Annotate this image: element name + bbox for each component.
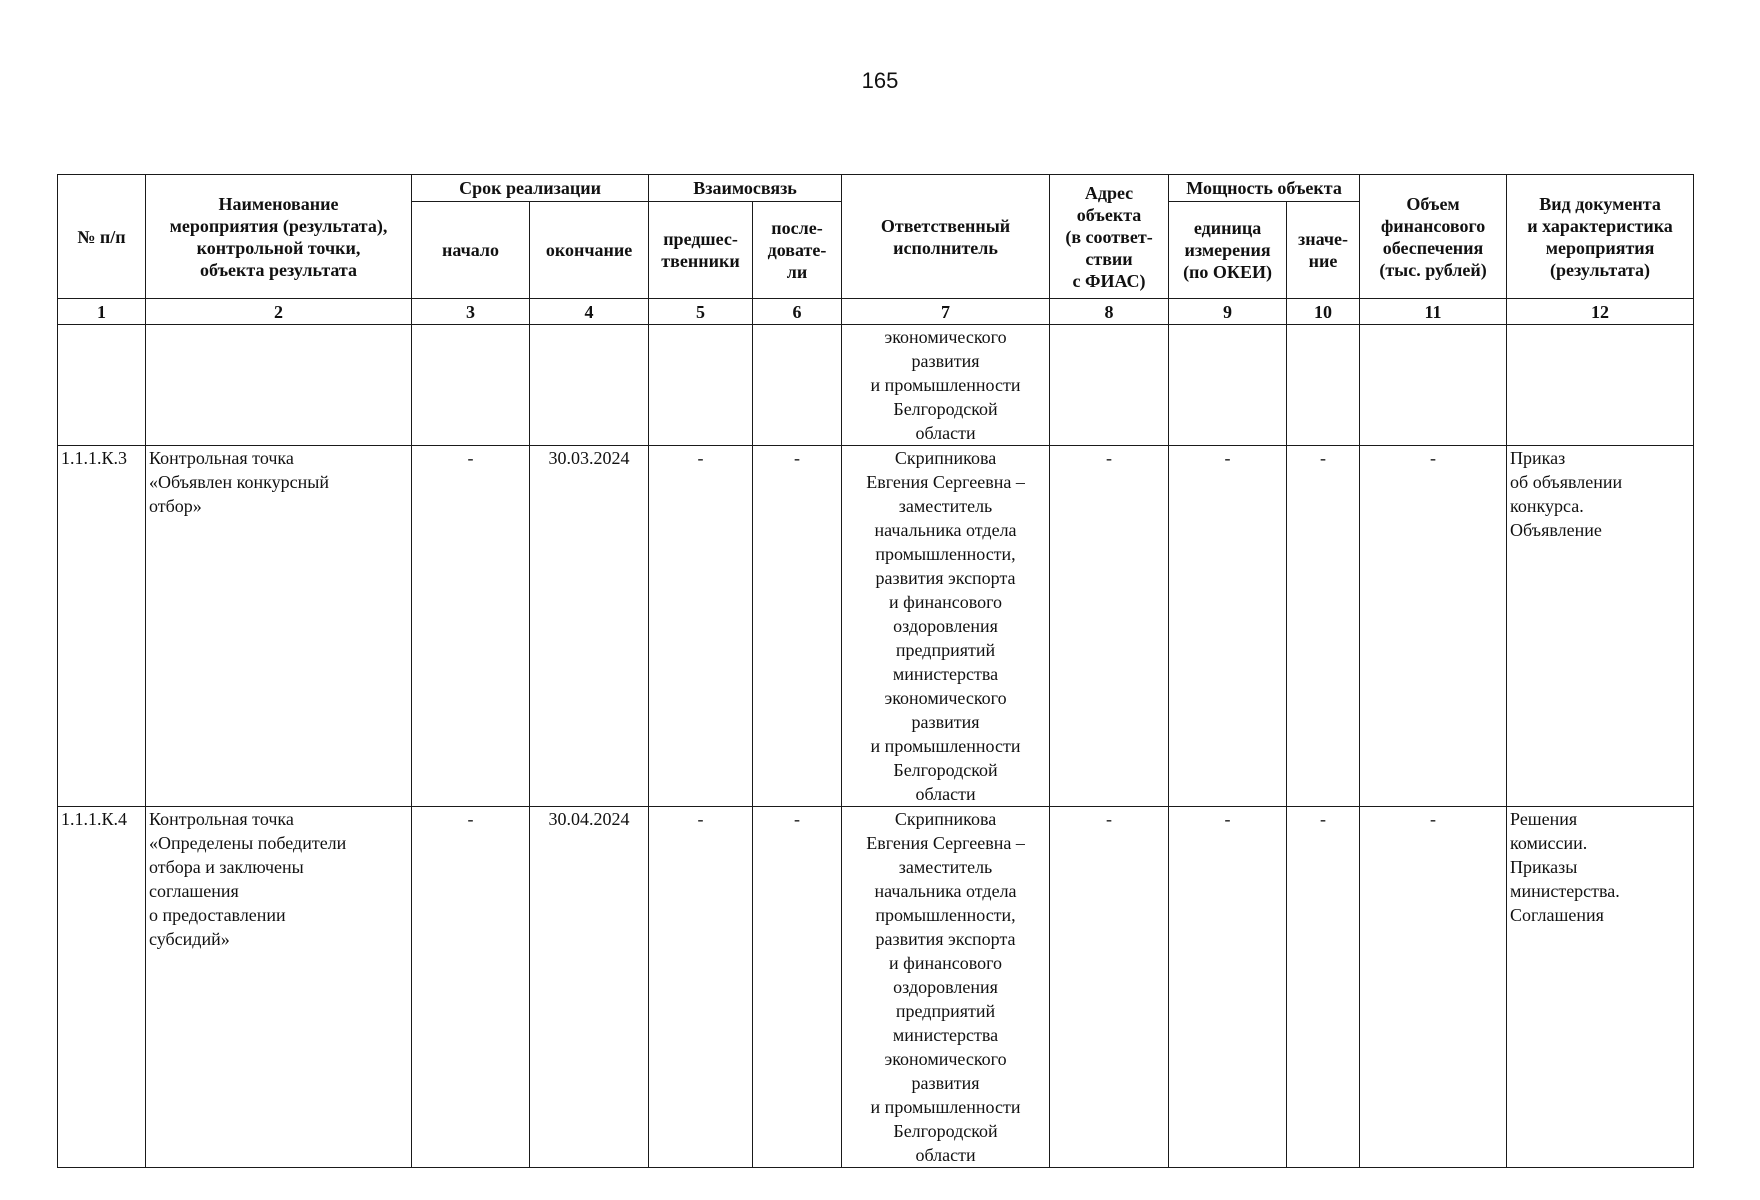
header-successors: после- довате- ли	[753, 202, 842, 299]
table-header	[58, 175, 1694, 325]
table-row	[58, 325, 1694, 446]
cell-financing: -	[1360, 446, 1507, 807]
cell-successors: -	[753, 807, 842, 1168]
header-value: значе- ние	[1287, 202, 1360, 299]
cell-name	[146, 325, 412, 446]
cell-unit: -	[1169, 446, 1287, 807]
cell-address	[1050, 325, 1169, 446]
column-number: 4	[530, 299, 649, 325]
header-group-period: Срок реализации	[412, 175, 649, 202]
cell-predecessors	[649, 325, 753, 446]
cell-address: -	[1050, 446, 1169, 807]
cell-responsible: экономического развития и промышленности Белгородской области	[842, 325, 1050, 446]
column-number: 1	[58, 299, 146, 325]
column-number: 3	[412, 299, 530, 325]
cell-unit: -	[1169, 807, 1287, 1168]
cell-no	[58, 325, 146, 446]
column-number: 2	[146, 299, 412, 325]
cell-financing	[1360, 325, 1507, 446]
header-end: окончание	[530, 202, 649, 299]
cell-financing: -	[1360, 807, 1507, 1168]
column-number: 8	[1050, 299, 1169, 325]
cell-predecessors: -	[649, 807, 753, 1168]
column-number: 6	[753, 299, 842, 325]
cell-start: -	[412, 446, 530, 807]
cell-end: 30.03.2024	[530, 446, 649, 807]
column-number: 10	[1287, 299, 1360, 325]
cell-responsible: Скрипникова Евгения Сергеевна – заместитель начальника отдела промышленности, развития экспорта и финансового оздоровления предприятий министерства экономического развития и промышленности Белгородской области	[842, 807, 1050, 1168]
cell-no: 1.1.1.К.4	[58, 807, 146, 1168]
cell-name: Контрольная точка «Определены победители отбора и заключены соглашения о предоставлении субсидий»	[146, 807, 412, 1168]
header-predecessors: предшес- твенники	[649, 202, 753, 299]
cell-address: -	[1050, 807, 1169, 1168]
header-responsible: Ответственный исполнитель	[842, 175, 1050, 299]
cell-end: 30.04.2024	[530, 807, 649, 1168]
cell-document	[1507, 325, 1694, 446]
table-row	[58, 446, 1694, 807]
header-document: Вид документа и характеристика мероприятия (результата)	[1507, 175, 1694, 299]
cell-predecessors: -	[649, 446, 753, 807]
cell-document: Приказ об объявлении конкурса. Объявление	[1507, 446, 1694, 807]
page-number: 165	[861, 68, 899, 93]
cell-unit	[1169, 325, 1287, 446]
header-address: Адрес объекта (в соответ- ствии с ФИАС)	[1050, 175, 1169, 299]
cell-value: -	[1287, 807, 1360, 1168]
column-number: 11	[1360, 299, 1507, 325]
header-no: № п/п	[58, 175, 146, 299]
column-number: 9	[1169, 299, 1287, 325]
cell-responsible: Скрипникова Евгения Сергеевна – заместитель начальника отдела промышленности, развития экспорта и финансового оздоровления предприятий министерства экономического развития и промышленности Белгородской области	[842, 446, 1050, 807]
cell-successors	[753, 325, 842, 446]
column-number: 5	[649, 299, 753, 325]
plan-table	[57, 174, 1694, 1168]
header-unit: единица измерения (по ОКЕИ)	[1169, 202, 1287, 299]
cell-start	[412, 325, 530, 446]
table-row	[58, 807, 1694, 1168]
column-number: 12	[1507, 299, 1694, 325]
cell-end	[530, 325, 649, 446]
table-body	[58, 325, 1694, 1168]
cell-successors: -	[753, 446, 842, 807]
cell-start: -	[412, 807, 530, 1168]
header-group-link: Взаимосвязь	[649, 175, 842, 202]
cell-no: 1.1.1.К.3	[58, 446, 146, 807]
cell-document: Решения комиссии. Приказы министерства. Соглашения	[1507, 807, 1694, 1168]
header-name: Наименование мероприятия (результата), контрольной точки, объекта результата	[146, 175, 412, 299]
column-number: 7	[842, 299, 1050, 325]
cell-value	[1287, 325, 1360, 446]
column-numbers-row	[58, 299, 1694, 325]
header-start: начало	[412, 202, 530, 299]
header-group-power: Мощность объекта	[1169, 175, 1360, 202]
cell-value: -	[1287, 446, 1360, 807]
cell-name: Контрольная точка «Объявлен конкурсный отбор»	[146, 446, 412, 807]
header-financing: Объем финансового обеспечения (тыс. рублей)	[1360, 175, 1507, 299]
